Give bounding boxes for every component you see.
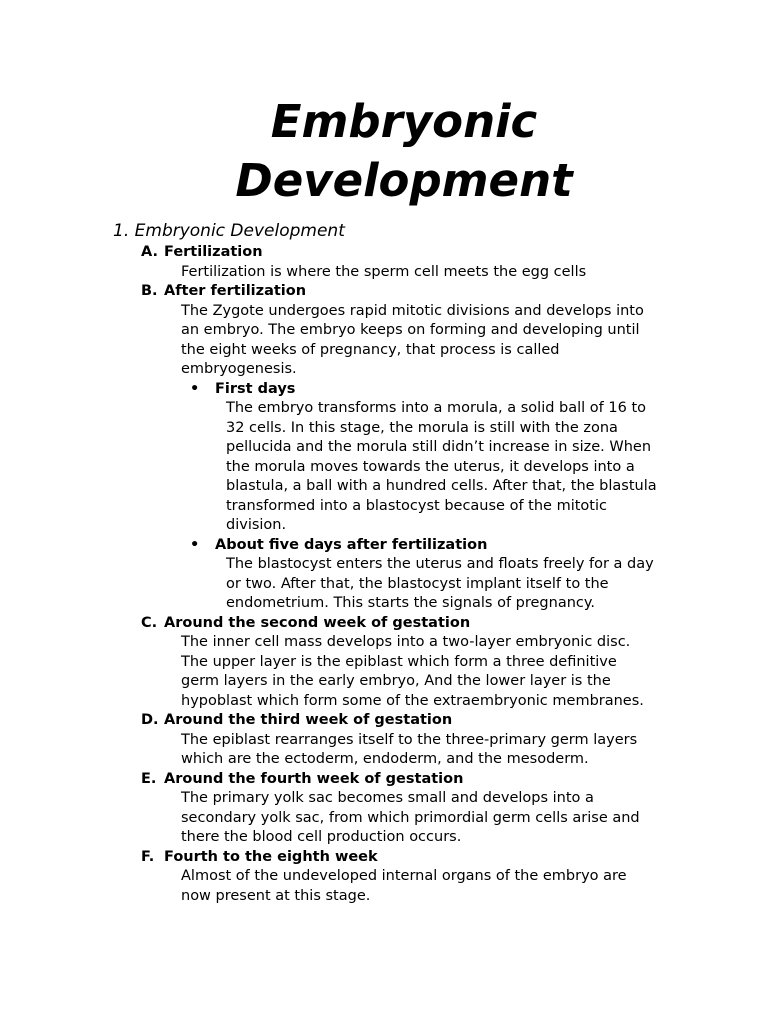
title-line: Embryonic — [270, 95, 538, 148]
text-line: embryogenesis. — [181, 361, 297, 377]
bullet-icon: • — [190, 536, 200, 553]
bullet-heading — [190, 536, 768, 556]
outline-heading — [113, 219, 768, 243]
text-line: there the blood cell production occurs. — [181, 829, 462, 845]
text-line: The embryo transforms into a morula, a solid ball of 16 to — [226, 400, 647, 416]
text-line: the morula moves towards the uterus, it develops into a — [226, 458, 635, 475]
section-paragraph — [181, 867, 681, 906]
section-letter: D. — [141, 712, 159, 728]
title-line: Development — [235, 154, 573, 207]
text-line: division. — [226, 517, 287, 533]
section-heading — [141, 614, 768, 634]
text-line: 32 cells. In this stage, the morula is still with the zona — [226, 419, 618, 436]
text-line: pellucida and the morula still didn’t increase in size. When — [226, 439, 652, 455]
section-paragraph — [181, 263, 681, 283]
bullet-icon: • — [190, 380, 200, 397]
document-title — [200, 92, 608, 210]
text-line: The blastocyst enters the uterus and floats freely for a day — [226, 556, 654, 572]
bullet-heading-text: First days — [215, 380, 296, 397]
text-line: blastula, a ball with a hundred cells. After that, the blastula — [226, 478, 657, 494]
section-heading-text: Around the second week of gestation — [164, 614, 471, 631]
text-line: which are the ectoderm, endoderm, and the mesoderm. — [181, 751, 589, 767]
bullet-heading-text: About five days after fertilization — [215, 536, 488, 553]
text-line: endometrium. This starts the signals of pregnancy. — [226, 595, 595, 611]
section-letter: E. — [141, 770, 157, 787]
section-heading-text: Around the third week of gestation — [164, 712, 453, 728]
text-line: or two. After that, the blastocyst implant itself to the — [226, 575, 609, 592]
text-line: The upper layer is the epiblast which form a three definitive — [181, 653, 617, 670]
section-paragraph — [181, 789, 681, 848]
text-line: now present at this stage. — [181, 887, 371, 904]
text-line: The Zygote undergoes rapid mitotic divisions and develops into — [181, 302, 644, 319]
text-line: an embryo. The embryo keeps on forming and developing until — [181, 322, 640, 338]
section-letter: B. — [141, 283, 158, 299]
text-line: the eight weeks of pregnancy, that process is called — [181, 341, 560, 358]
section-letter: F. — [141, 848, 155, 865]
text-line: germ layers in the early embryo, And the lower layer is the — [181, 673, 611, 689]
section-paragraph — [181, 302, 681, 380]
text-line: The primary yolk sac becomes small and develops into a — [181, 790, 594, 806]
text-line: secondary yolk sac, from which primordial germ cells arise and — [181, 809, 640, 826]
document-body — [0, 219, 768, 906]
bullet-paragraph — [226, 555, 686, 614]
section-paragraph — [181, 731, 681, 770]
outline-number: 1. — [113, 221, 130, 241]
bullet-paragraph — [226, 399, 686, 536]
section-heading — [141, 282, 768, 302]
text-line: The epiblast rearranges itself to the three-primary germ layers — [181, 731, 638, 748]
section-paragraph — [181, 633, 681, 711]
section-letter: C. — [141, 614, 158, 631]
bullet-heading — [190, 380, 768, 400]
section-heading-text: Fourth to the eighth week — [164, 848, 378, 865]
section-heading — [141, 770, 768, 790]
section-heading — [141, 243, 768, 263]
section-heading-text: Around the fourth week of gestation — [164, 770, 464, 787]
text-line: hypoblast which form some of the extraembryonic membranes. — [181, 692, 644, 709]
section-heading — [141, 711, 768, 731]
section-letter: A. — [141, 244, 158, 260]
text-line: The inner cell mass develops into a two-layer embryonic disc. — [181, 634, 631, 650]
text-line: Almost of the undeveloped internal organs of the embryo are — [181, 868, 627, 884]
text-line: Fertilization is where the sperm cell meets the egg cells — [181, 263, 587, 280]
section-heading — [141, 848, 768, 868]
section-heading-text: After fertilization — [164, 283, 307, 299]
outline-heading-text: Embryonic Development — [134, 221, 345, 241]
text-line: transformed into a blastocyst because of the mitotic — [226, 497, 607, 514]
section-heading-text: Fertilization — [164, 244, 263, 260]
